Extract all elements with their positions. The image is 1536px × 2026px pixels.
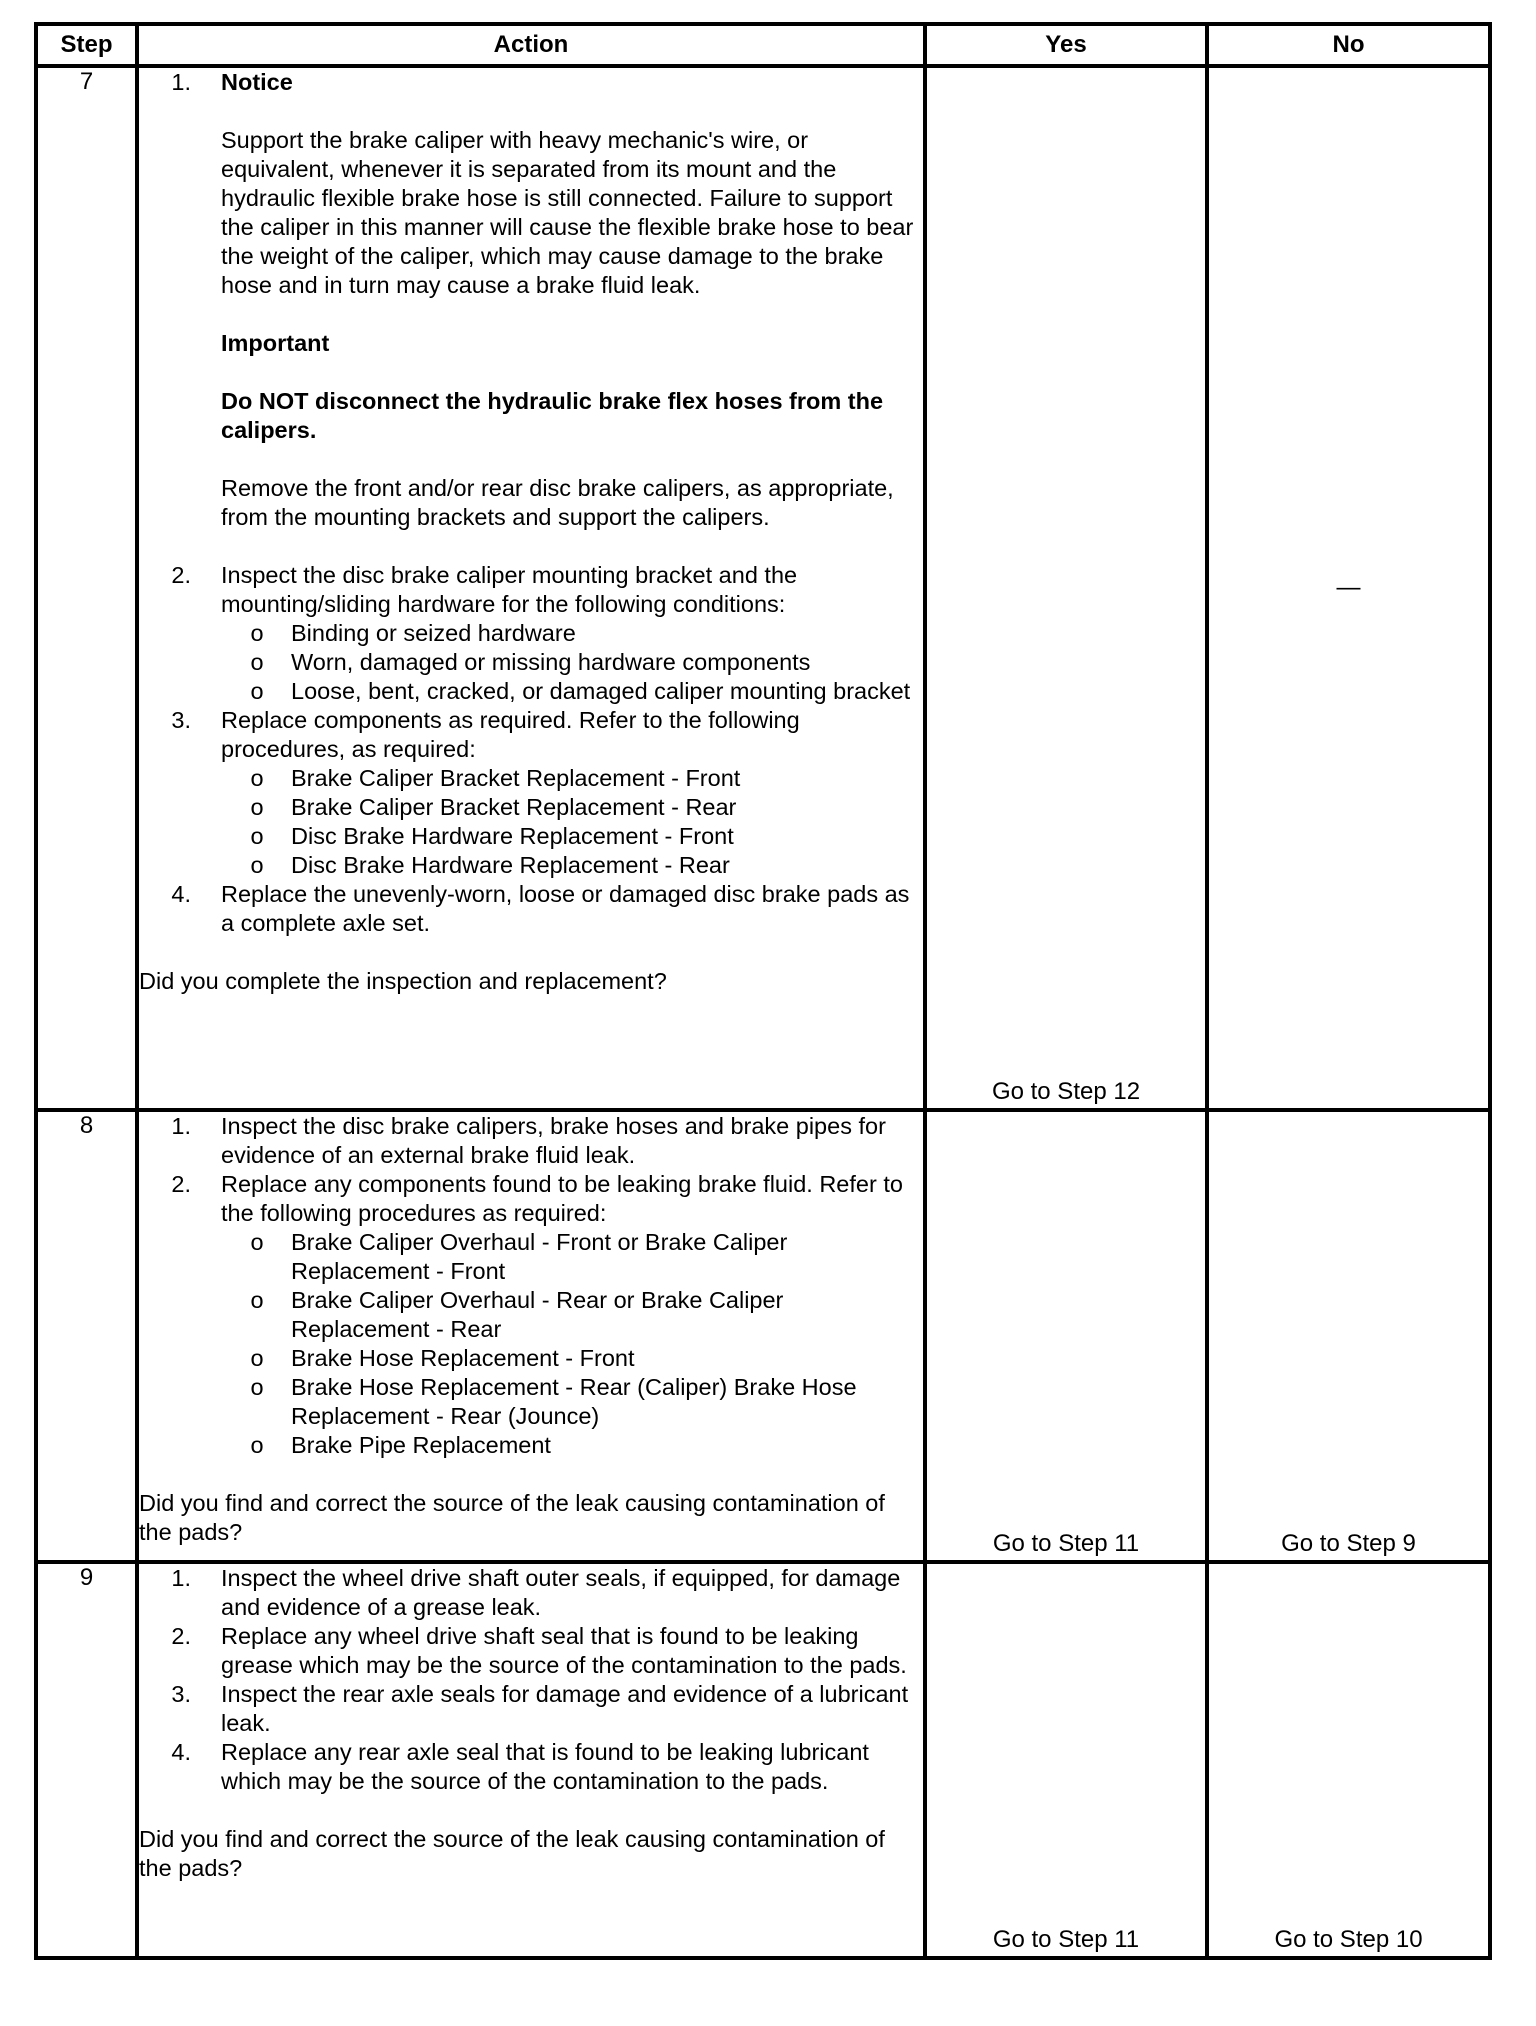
item-text: Replace any components found to be leaking brake fluid. Refer to the following procedures as required: — [221, 1171, 903, 1226]
item-number: 4. — [171, 1739, 191, 1765]
no-link[interactable]: Go to Step 10 — [1274, 1926, 1423, 1953]
item-number: 4. — [171, 881, 191, 907]
no-link[interactable]: Go to Step 9 — [1281, 1530, 1416, 1557]
bullet-icon: o — [250, 1345, 264, 1371]
question-text: Did you complete the inspection and replacement? — [139, 968, 667, 994]
item-text: Replace any wheel drive shaft seal that is found to be leaking grease which may be the source of the contamination to the pads. — [221, 1623, 907, 1678]
item-number: 1. — [171, 69, 191, 95]
item-text: Remove the front and/or rear disc brake calipers, as appropriate, from the mounting brackets and support the calipers. — [221, 475, 894, 530]
item-number: 2. — [171, 562, 191, 588]
step-number: 7 — [36, 66, 137, 1110]
sub-list-item: o Brake Caliper Overhaul - Rear or Brake Caliper Replacement - Rear — [221, 1286, 923, 1344]
list-item — [139, 1564, 923, 1622]
question-text: Did you find and correct the source of the leak causing contamination of the pads? — [139, 1826, 885, 1881]
header-step: Step — [36, 24, 137, 66]
header-action: Action — [137, 24, 925, 66]
item-text: Inspect the disc brake calipers, brake hoses and brake pipes for evidence of an external brake fluid leak. — [221, 1113, 886, 1168]
item-number: 1. — [171, 1113, 191, 1139]
yes-link[interactable]: Go to Step 12 — [991, 1078, 1141, 1105]
list-item — [139, 68, 923, 561]
sub-list-item: o Brake Caliper Bracket Replacement - Rear — [221, 793, 923, 822]
sub-list-item: o Disc Brake Hardware Replacement - Rear — [221, 851, 923, 880]
sub-list-item: o Brake Hose Replacement - Front — [221, 1344, 923, 1373]
sub-list-item: o Worn, damaged or missing hardware components — [221, 648, 923, 677]
header-row — [36, 24, 1490, 66]
table-row-step-8 — [36, 1110, 1490, 1562]
list-item — [139, 561, 923, 706]
sub-list-item: o Binding or seized hardware — [221, 619, 923, 648]
sub-list-item: o Brake Hose Replacement - Rear (Caliper) Brake Hose Replacement - Rear (Jounce) — [221, 1373, 923, 1431]
bullet-icon: o — [250, 1432, 264, 1458]
list-item — [139, 1170, 923, 1460]
yes-cell — [925, 66, 1207, 1110]
sub-list-item: o Brake Pipe Replacement — [221, 1431, 923, 1460]
item-text: Replace the unevenly-worn, loose or damaged disc brake pads as a complete axle set. — [221, 881, 910, 936]
item-number: 1. — [171, 1565, 191, 1591]
bullet-icon: o — [250, 1374, 264, 1400]
table-row-step-7 — [36, 66, 1490, 1110]
bullet-icon: o — [250, 765, 264, 791]
yes-link[interactable]: Go to Step 11 — [992, 1530, 1140, 1557]
sub-list-item: o Brake Caliper Bracket Replacement - Front — [221, 764, 923, 793]
action-cell — [137, 66, 925, 1110]
bullet-icon: o — [250, 1287, 264, 1313]
item-text: Inspect the rear axle seals for damage and evidence of a lubricant leak. — [221, 1681, 909, 1736]
header-no: No — [1207, 24, 1490, 66]
notice-title: Notice — [221, 69, 293, 95]
list-item — [139, 1112, 923, 1170]
header-yes: Yes — [925, 24, 1207, 66]
yes-cell — [925, 1110, 1207, 1562]
sub-list-item: o Brake Caliper Overhaul - Front or Brake Caliper Replacement - Front — [221, 1228, 923, 1286]
no-value: — — [1336, 574, 1361, 601]
sub-list-item: o Loose, bent, cracked, or damaged caliper mounting bracket — [221, 677, 923, 706]
list-item — [139, 706, 923, 880]
item-text: Inspect the disc brake caliper mounting bracket and the mounting/sliding hardware for the following conditions: — [221, 562, 798, 617]
table-row-step-9 — [36, 1562, 1490, 1958]
no-cell — [1207, 1562, 1490, 1958]
sub-list-item: o Disc Brake Hardware Replacement - Front — [221, 822, 923, 851]
action-cell — [137, 1110, 925, 1562]
important-text: Do NOT disconnect the hydraulic brake flex hoses from the calipers. — [221, 388, 884, 443]
yes-link[interactable]: Go to Step 11 — [992, 1926, 1140, 1953]
yes-cell — [925, 1562, 1207, 1958]
item-number: 3. — [171, 1681, 191, 1707]
bullet-icon: o — [250, 794, 264, 820]
item-number: 2. — [171, 1623, 191, 1649]
item-number: 3. — [171, 707, 191, 733]
item-text: Replace components as required. Refer to the following procedures, as required: — [221, 707, 800, 762]
bullet-icon: o — [250, 823, 264, 849]
step-number: 9 — [36, 1562, 137, 1958]
list-item — [139, 880, 923, 938]
step-number: 8 — [36, 1110, 137, 1562]
notice-text: Support the brake caliper with heavy mechanic's wire, or equivalent, whenever it is separated from its mount and the hydraulic flexible brake hose is still connected. Failure to support the caliper in this manner will cause the flexible brake hose to bear the weight of the caliper, which may cause damage to the brake hose and in turn may cause a brake fluid leak. — [221, 127, 914, 298]
bullet-icon: o — [250, 852, 264, 878]
bullet-icon: o — [250, 1229, 264, 1255]
item-number: 2. — [171, 1171, 191, 1197]
no-cell — [1207, 1110, 1490, 1562]
bullet-icon: o — [250, 620, 264, 646]
item-text: Replace any rear axle seal that is found to be leaking lubricant which may be the source of the contamination to the pads. — [221, 1739, 869, 1794]
diagnostic-table — [34, 22, 1492, 1960]
bullet-icon: o — [250, 678, 264, 704]
item-text: Inspect the wheel drive shaft outer seals, if equipped, for damage and evidence of a grease leak. — [221, 1565, 901, 1620]
list-item — [139, 1738, 923, 1796]
question-text: Did you find and correct the source of the leak causing contamination of the pads? — [139, 1490, 885, 1545]
list-item — [139, 1680, 923, 1738]
important-title: Important — [221, 330, 330, 356]
bullet-icon: o — [250, 649, 264, 675]
no-cell — [1207, 66, 1490, 1110]
action-cell — [137, 1562, 925, 1958]
list-item — [139, 1622, 923, 1680]
